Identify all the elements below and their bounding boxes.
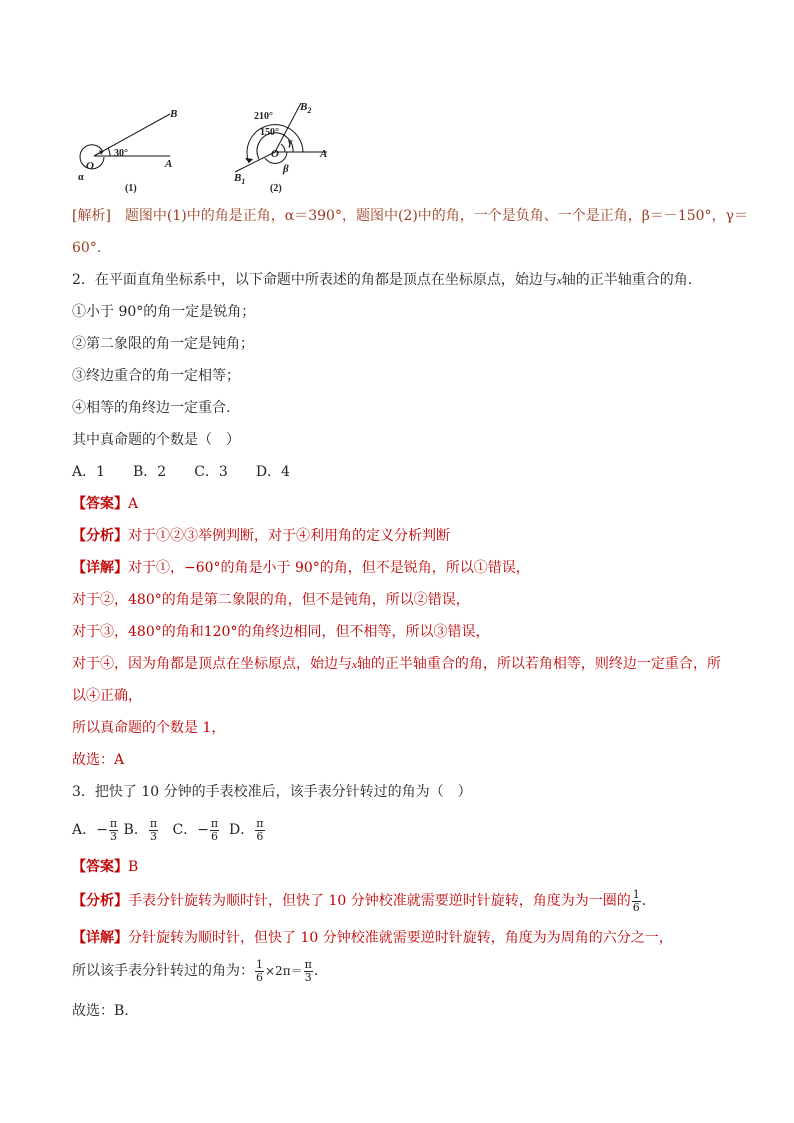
q3-stem: 3．把快了 10 分钟的手表校准后，该手表分针转过的角为（ ） [72, 784, 472, 800]
label-alpha: α [78, 172, 84, 183]
q3-option-A: A．− $\frac{\pi}{3}$ [72, 816, 118, 843]
q2-detail-5: 以④正确， [72, 688, 142, 704]
q2-choose: 故选：A [72, 752, 125, 768]
arc-gamma [281, 144, 285, 152]
q3-detail-1: 【详解】分针旋转为顺时针，但快了 10 分钟校准就需要逆时针旋转，角度为为周角的六分之一， [72, 930, 673, 946]
angle-210-label: 210° [254, 111, 273, 122]
figure-1 [70, 100, 200, 195]
label-A: A [165, 158, 173, 170]
label-B: B [170, 108, 178, 120]
ray-OB [94, 114, 170, 156]
caption-2: (2) [270, 183, 282, 194]
q2-detail-1: 【详解】对于①，−60°的角是小于 90°的角，但不是锐角，所以①错误， [72, 560, 530, 576]
q2-item-3: ③终边重合的角一定相等； [72, 368, 240, 384]
q3-detail-2: 所以该手表分针转过的角为： $\frac{1}{6}$ ×2π＝ $\frac{\pi}{3}$ . [72, 957, 319, 984]
label-A2: A [320, 148, 328, 160]
q2-prompt: 其中真命题的个数是（ ） [72, 432, 240, 448]
angle-150-label: 150° [260, 127, 279, 138]
q3-answer: 【答案】B [72, 859, 139, 875]
q3-option-B: B． $\frac{\pi}{3}$ [123, 816, 158, 843]
analysis1-line2: 60°. [72, 240, 102, 256]
q2-analysis: 【分析】对于①②③举例判断，对于④利用角的定义分析判断 [72, 528, 450, 544]
label-B1: $B_1$ [234, 172, 246, 187]
q2-stem: 2．在平面直角坐标系中，以下命题中所表述的角都是顶点在坐标原点，始边与x轴的正半轴重合的角. [72, 272, 693, 288]
q2-item-1: ①小于 90°的角一定是锐角； [72, 304, 256, 320]
label-gamma: γ [288, 136, 293, 148]
q3-analysis: 【分析】手表分针旋转为顺时针，但快了 10 分钟校准就需要逆时针旋转，角度为为一圈的 $\frac{1}{6}$ . [72, 887, 647, 914]
q3-options [72, 815, 266, 845]
label-beta: β [283, 163, 289, 175]
angle-30-label: 30° [114, 148, 128, 159]
q2-item-2: ②第二象限的角一定是钝角； [72, 336, 254, 352]
q2-options: A．1 B．2 C．3 D．4 [72, 464, 290, 480]
arrowhead-2 [245, 158, 253, 163]
label-O2: O [271, 148, 279, 160]
q2-detail-6: 所以真命题的个数是 1， [72, 720, 226, 736]
q2-detail-3: 对于③，480°的角和120°的角终边相同，但不相等，所以③错误， [72, 624, 490, 640]
q2-item-4: ④相等的角终边一定重合. [72, 400, 231, 416]
caption-1: (1) [125, 183, 137, 194]
label-B2: $B_2$ [300, 101, 312, 116]
q3-option-D: D． $\frac{\pi}{6}$ [229, 816, 264, 843]
label-O: O [86, 160, 94, 172]
q3-option-C: C．− $\frac{\pi}{6}$ [172, 816, 219, 843]
arc-30 [108, 148, 110, 156]
q2-detail-2: 对于②，480°的角是第二象限的角，但不是钝角，所以②错误， [72, 592, 470, 608]
q2-answer: 【答案】A [72, 496, 139, 512]
analysis1-line1: [解析] 题图中(1)中的角是正角，α＝390°，题图中(2)中的角，一个是负角、一个是正角，β＝－150°，γ＝ [72, 208, 748, 224]
q3-choose: 故选：B. [72, 1003, 129, 1019]
q2-detail-4: 对于④，因为角都是顶点在坐标原点，始边与x轴的正半轴重合的角，所以若角相等，则终边一定重合，所 [72, 656, 721, 672]
